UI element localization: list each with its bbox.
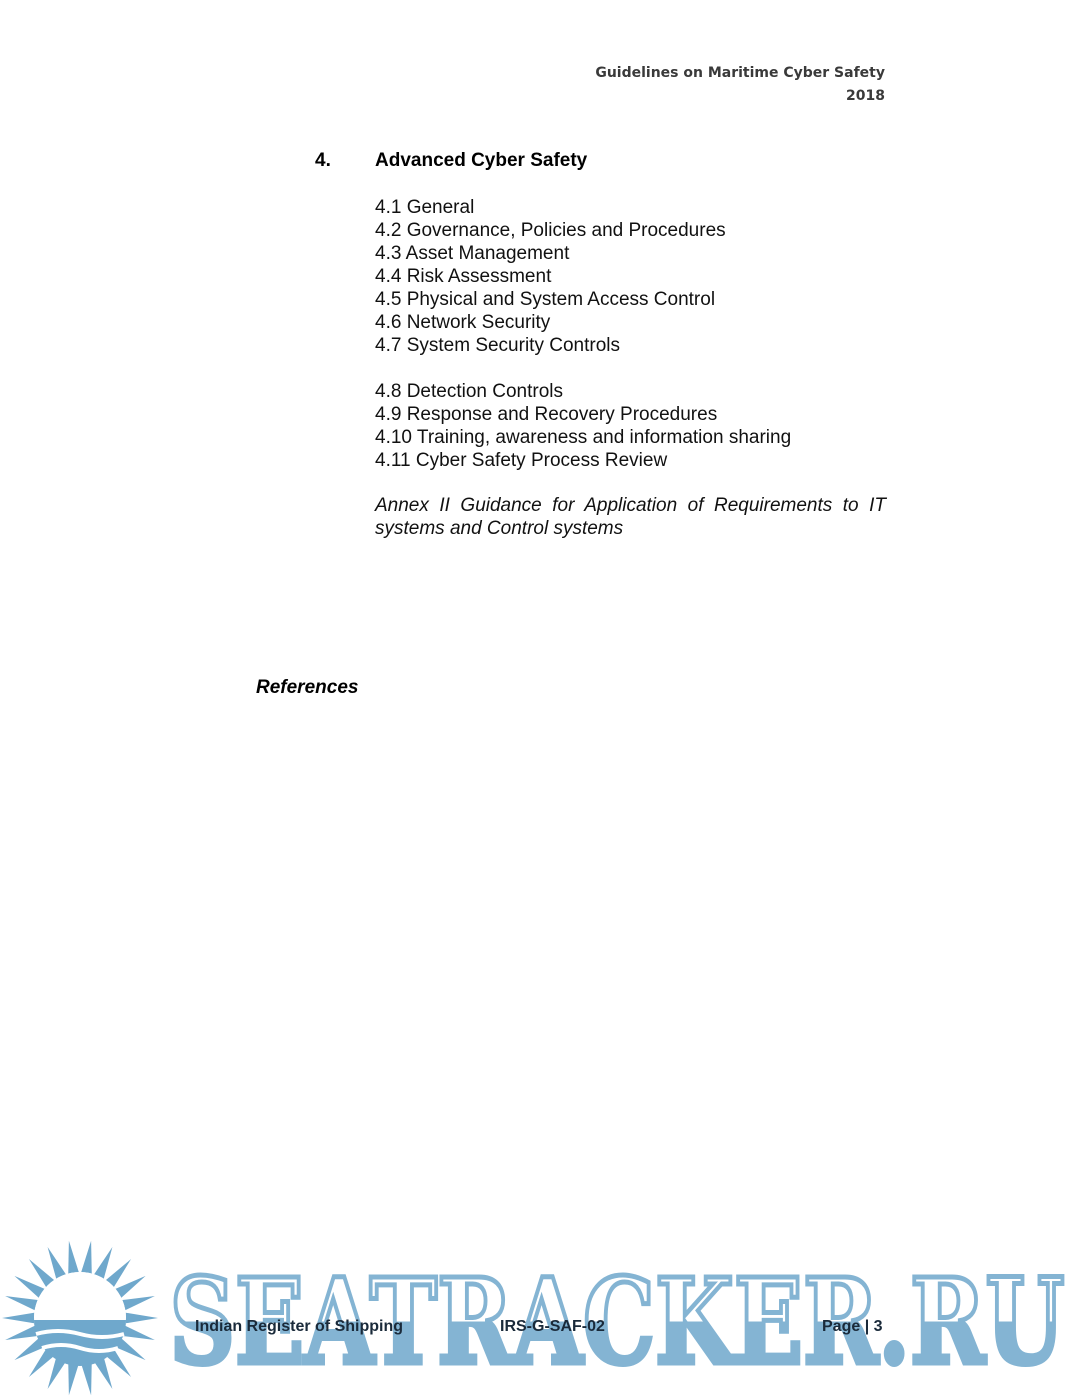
sun-ray xyxy=(5,1325,40,1340)
sun-ray xyxy=(5,1296,40,1311)
toc-item: 4.11 Cyber Safety Process Review xyxy=(375,450,668,471)
toc-item: 4.3 Asset Management xyxy=(375,243,570,264)
toc-item: 4.4 Risk Assessment xyxy=(375,266,552,287)
watermark-text xyxy=(165,1255,1070,1375)
sun-ray xyxy=(2,1312,36,1323)
section-title: Advanced Cyber Safety xyxy=(375,150,588,171)
footer-document-code: IRS-G-SAF-02 xyxy=(500,1318,605,1335)
toc-item: 4.5 Physical and System Access Control xyxy=(375,289,716,310)
sun-ray xyxy=(124,1312,158,1323)
sun-ray xyxy=(68,1241,79,1276)
toc-spacer xyxy=(375,357,887,380)
annex-text: Annex II Guidance for Application of Requirements to IT systems and Control systems xyxy=(375,495,886,539)
toc-item: 4.7 System Security Controls xyxy=(375,335,620,356)
references-heading: References xyxy=(256,677,359,698)
page-header xyxy=(595,62,885,108)
footer-organization: Indian Register of Shipping xyxy=(195,1318,403,1335)
toc-item: 4.10 Training, awareness and information sharing xyxy=(375,427,792,448)
watermark-label: SEATRACKER.RU xyxy=(169,1255,1065,1375)
sun-ray xyxy=(120,1325,155,1340)
header-title: Guidelines on Maritime Cyber Safety xyxy=(595,65,885,81)
footer-page-number: Page | 3 xyxy=(822,1318,883,1335)
toc-list xyxy=(375,196,887,472)
toc-item: 4.2 Governance, Policies and Procedures xyxy=(375,220,726,241)
toc-item: 4.6 Network Security xyxy=(375,312,551,333)
sun-ray xyxy=(81,1241,92,1276)
section-heading xyxy=(315,150,587,172)
toc-item: 4.9 Response and Recovery Procedures xyxy=(375,404,718,425)
toc-item: 4.1 General xyxy=(375,197,475,218)
sun-ray xyxy=(120,1296,155,1311)
toc-item: 4.8 Detection Controls xyxy=(375,381,563,402)
sun-waves-icon xyxy=(0,1238,160,1396)
section-number: 4. xyxy=(315,150,331,171)
header-year: 2018 xyxy=(846,88,885,104)
